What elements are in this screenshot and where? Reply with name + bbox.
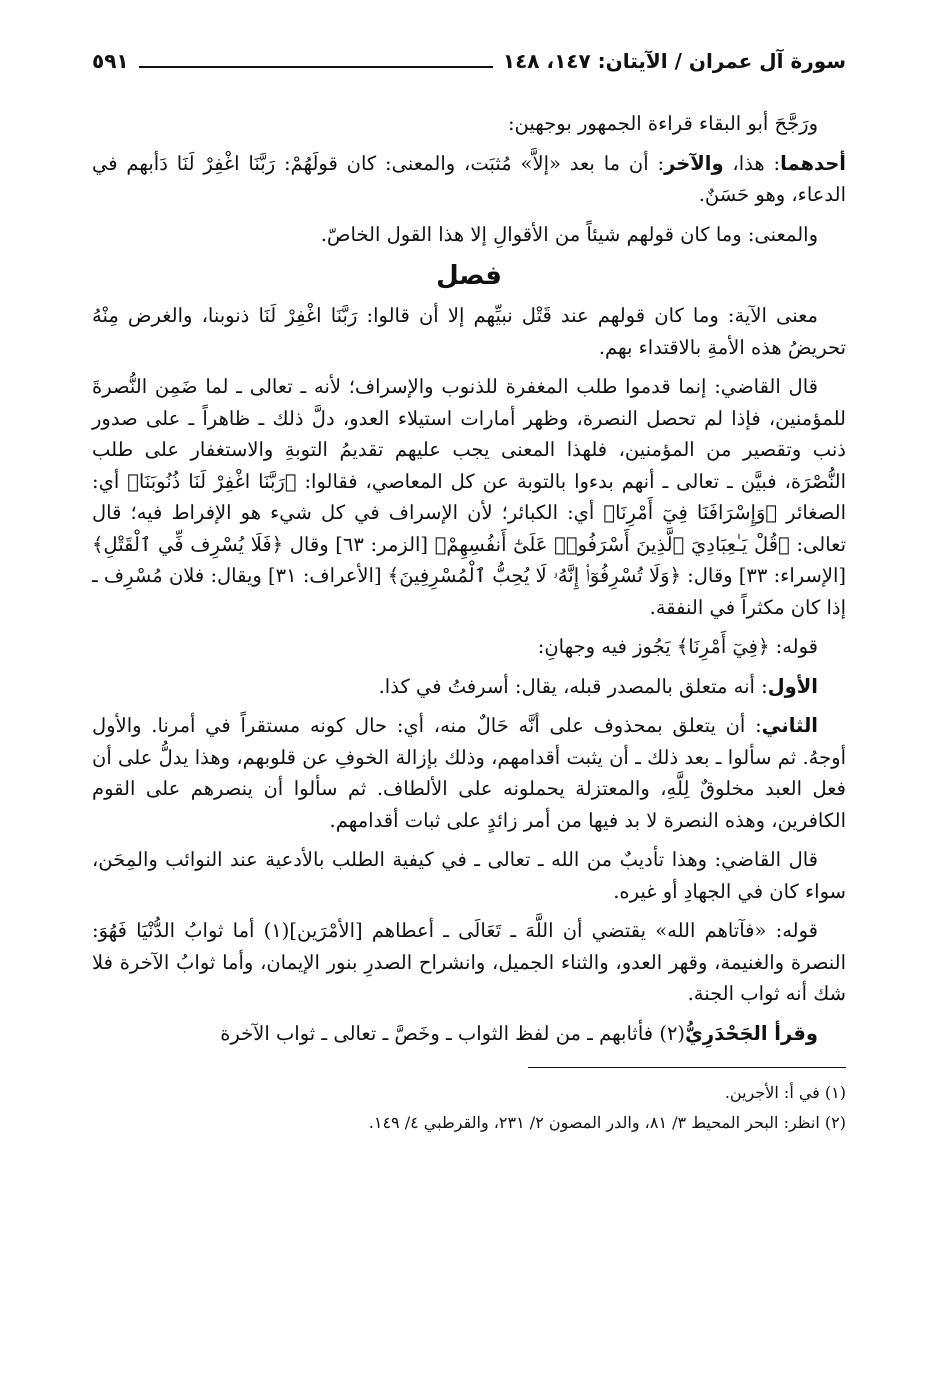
paragraph-8 xyxy=(92,710,846,836)
footnote-1: (١) في أ: الأجرين. xyxy=(724,1083,846,1102)
header-rule xyxy=(139,66,493,68)
main-text xyxy=(92,108,846,1049)
section-heading: فصل xyxy=(436,261,502,291)
paragraph-9: قال القاضي: وهذا تأديبٌ من الله ـ تعالى ـ في كيفية الطلب بالأدعية عند النوائب والمِحَن، سواء كان في الجهادِ أو غيره. xyxy=(92,848,846,903)
footnote-separator xyxy=(528,1067,846,1068)
paragraph-5: قال القاضي: إنما قدموا طلب المغفرة للذنوب والإسراف؛ لأنه ـ تعالى ـ لما ضَمِن النُّصرةَ للمؤمنين، فإذا لم تحصل النصرة، وظهر أمارات استيلاء العدو، دلَّ ذلك ـ ظاهراً ـ على صدور ذنب وتقصير من المؤمنين، فلهذا المعنى يجب عليهم تقديمُ التوبةِ والاستغفار على طلب النُّصْرَة، فبيَّن ـ تعالى ـ أنهم بدءوا بالتوبة عن كل المعاصي، فقالوا: ﴿رَبَّنَا اغْفِرْ لَنَا ذُنُوبَنَا﴾ أي: الصغائر ﴿وَإِسْرَافَنَا فِيٓ أَمْرِنَا﴾ أي: الكبائر؛ لأن الإسراف في كل شيء هو الإفراط فيه؛ قال تعالى: ﴿قُلْ يَـٰعِبَادِيَ ٱلَّذِينَ أَسْرَفُوا۟ عَلَىٰٓ أَنفُسِهِمْ﴾ [الزمر: ٦٣] وقال ﴿فَلَا يُسْرِف فِّي ٱلْقَتْلِ﴾ [الإسراء: ٣٣] وقال: ﴿وَلَا تُسْرِفُوٓا۟ إِنَّهُۥ لَا يُحِبُّ ٱلْمُسْرِفِينَ﴾ [الأعراف: ٣١] ويقال: فلان مُسْرِف ـ إذا كان مكثراً في النفقة. xyxy=(92,375,846,619)
paragraph-1: ورَجَّحَ أبو البقاء قراءة الجمهور بوجهين: xyxy=(507,112,818,135)
paragraph-7 xyxy=(92,671,846,703)
paragraph-7-text: : أنه متعلق بالمصدر قبله، يقال: أسرفتُ في كذا. xyxy=(378,674,768,698)
page-header xyxy=(92,48,846,74)
paragraph-11-text: (٢) فأثابهم ـ من لفظ الثواب ـ وخَصَّ ـ تعالى ـ ثواب الآخرة xyxy=(220,1021,686,1045)
paragraph-3: والمعنى: وما كان قولهم شيئاً من الأقوالِ إلا هذا القول الخاصّ. xyxy=(320,222,818,246)
term-second-view: الثاني xyxy=(761,714,818,737)
footnotes xyxy=(92,1078,846,1138)
running-title: سورة آل عمران / الآيتان: ١٤٧، ١٤٨ xyxy=(502,49,846,73)
term-first-view: الأول xyxy=(767,674,818,698)
paragraph-6: قوله: ﴿فِيٓ أَمْرِنَا﴾ يَجُوز فيه وجهانِ: xyxy=(537,635,818,658)
paragraph-8-text: : أن يتعلق بمحذوف على أنَّه حَالٌ منه، أي: حال كونه مستقراً في أمرنا. والأول أوجهُ. ثم سألوا ـ بعد ذلك ـ أن يثبت أقدامهم، وذلك بإزالة الخوفِ عن قلوبهم، وهذا يدلُّ على أن فعل العبد مخلوقٌ لِلَّهِ، والمعتزلة يحملونه على الألطاف. ثم سألوا أن ينصرهم على القوم الكافرين، وهذه النصرة لا بد فيها من أمر زائدٍ على ثبات أقدامهم. xyxy=(92,714,846,832)
paragraph-4: معنى الآية: وما كان قولهم عند قَتْل نبيِّهم إلا أن قالوا: رَبَّنَا اغْفِرْ لَنَا ذنوبنا، والغرض مِنْهُ تحريضُ هذه الأمةِ بالاقتداء بهم. xyxy=(92,304,846,359)
footnote-2: (٢) انظر: البحر المحيط ٣/ ٨١، والدر المصون ٢/ ٢٣١، والقرطبي ٤/ ١٤٩. xyxy=(368,1113,846,1132)
paragraph-10: قوله: «فآتاهم الله» يقتضي أن اللَّهَ ـ تَعَالَى ـ أعطاهم [الأمْرَين](١) أما ثوابُ الدُّنْيَا فَهُوَ: النصرة والغنيمة، وقهر العدو، والثناء الجميل، وانشراح الصدرِ بنور الإيمان، وأما ثوابُ الآخرة فلا شك أنه ثواب الجنة. xyxy=(92,919,846,1005)
page-number: ٥٩١ xyxy=(92,49,129,73)
term-jahdari: وقرأ الجَحْدَرِيُّ xyxy=(685,1021,818,1045)
paragraph-11 xyxy=(92,1018,846,1050)
term-first: أحدهما xyxy=(780,151,846,175)
paragraph-2-text-a: : هذا، xyxy=(723,151,781,175)
paragraph-2 xyxy=(92,148,846,211)
paragraph-2-text-b: : أن ما بعد «إلاَّ» مُثبَت، والمعنى: كان قولَهُمْ: رَبَّنَا اغْفِرْ لَنَا دَأبهم في الدعاء، وهو حَسَنٌ. xyxy=(92,151,846,206)
term-other: والآخر xyxy=(664,151,724,175)
